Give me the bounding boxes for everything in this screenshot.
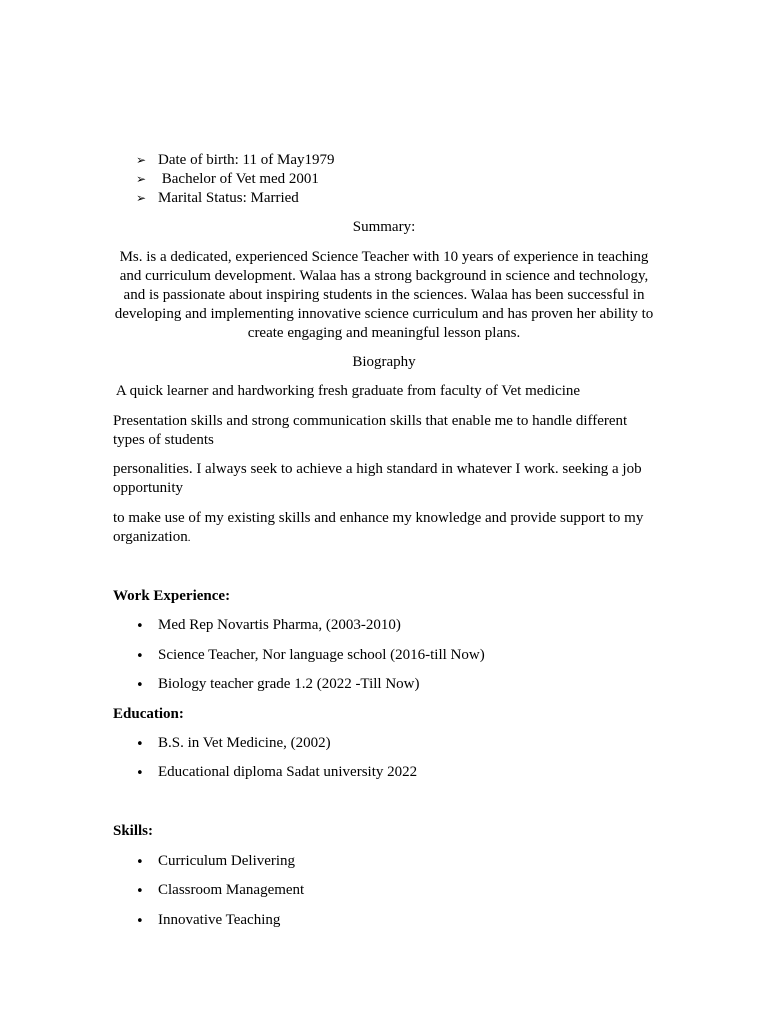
date-of-birth-item: Date of birth: 11 of May1979 (158, 152, 335, 168)
education-heading: Education: (113, 706, 184, 722)
biography-paragraph: Presentation skills and strong communication skills that enable me to handle different types of students (113, 413, 628, 448)
education-item: B.S. in Vet Medicine, (2002) (158, 735, 331, 751)
work-item: Science Teacher, Nor language school (2016-till Now) (158, 647, 485, 663)
skill-item: Curriculum Delivering (158, 853, 296, 869)
bullet-icon: • (136, 737, 144, 752)
work-experience-heading: Work Experience: (113, 588, 231, 604)
bullet-icon: • (136, 914, 144, 929)
biography-paragraph: personalities. I always seek to achieve a high standard in whatever I work. seeking a job opportunity (113, 461, 642, 496)
biography-intro: A quick learner and hardworking fresh graduate from faculty of Vet medicine (113, 383, 581, 399)
arrow-bullet-icon: ➢ (136, 153, 147, 167)
summary-heading: Summary: (352, 219, 416, 235)
work-item: Biology teacher grade 1.2 (2022 -Till Now) (158, 676, 420, 692)
marital-status-item: Marital Status: Married (158, 190, 299, 206)
bullet-icon: • (136, 678, 144, 693)
bullet-icon: • (136, 766, 144, 781)
arrow-bullet-icon: ➢ (136, 172, 147, 186)
degree-item: Bachelor of Vet med 2001 (158, 171, 319, 187)
skills-heading: Skills: (113, 823, 154, 839)
skill-item: Innovative Teaching (158, 912, 281, 928)
biography-heading: Biography (352, 354, 416, 370)
education-item: Educational diploma Sadat university 2022 (158, 764, 418, 780)
skill-item: Classroom Management (158, 882, 305, 898)
biography-paragraph-end: . (187, 532, 191, 544)
bullet-icon: • (136, 619, 144, 634)
arrow-bullet-icon: ➢ (136, 191, 147, 205)
work-item: Med Rep Novartis Pharma, (2003-2010) (158, 617, 401, 633)
biography-paragraph-text: to make use of my existing skills and enhance my knowledge and provide support to my organization (113, 510, 644, 545)
bullet-icon: • (136, 855, 144, 870)
bullet-icon: • (136, 884, 144, 899)
biography-paragraph (113, 509, 653, 548)
summary-text: Ms. is a dedicated, experienced Science Teacher with 10 years of experience in teaching and curriculum development. Walaa has a strong background in science and technology, and is passionate about inspiring students in the sciences. Walaa has been successful in developing and implementing innovative science curriculum and has proven her ability to create engaging and meaningful lesson plans. (114, 249, 654, 341)
bullet-icon: • (136, 649, 144, 664)
